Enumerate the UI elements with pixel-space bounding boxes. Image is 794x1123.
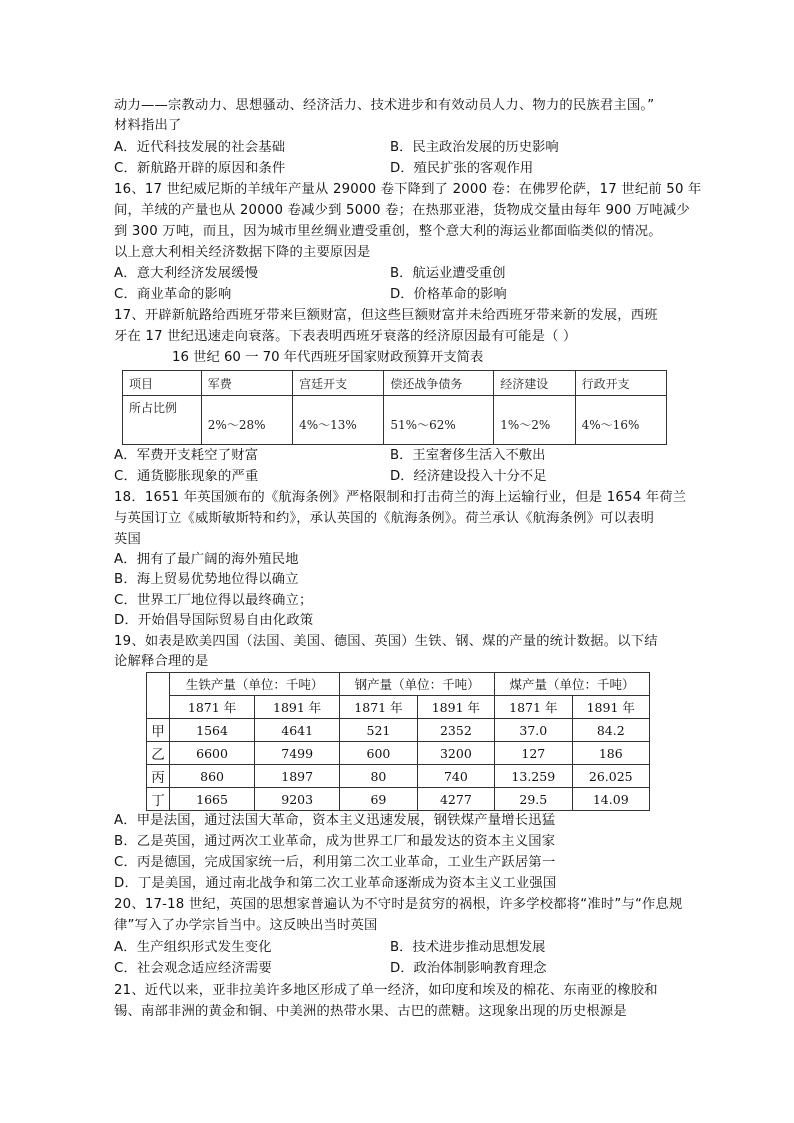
q19-option-a: A．甲是法国，通过法国大革命，资本主义迅速发展，钢铁煤产量增长迅猛 [114,813,556,828]
table-cell: 13.259 [495,765,572,788]
q16-text-line: 间，羊绒的产量也从 20000 卷减少到 5000 卷；在热那亚港，货物成交量由每年 900 万吨减少 [114,203,690,218]
table-cell: 4%～16% [575,396,666,445]
table-subheader-row [147,696,650,719]
q20-option-d: D．政治体制影响教育理念 [390,961,547,976]
table-row-label: 丁 [147,788,170,811]
q19-option-d: D．丁是美国，通过南北战争和第二次工业革命逐渐成为资本主义工业强国 [114,876,557,891]
table-header-cell: 项目 [123,371,202,396]
table-cell: 51%～62% [384,396,494,445]
q20-prompt: 律”写入了办学宗旨当中。这反映出当时英国 [114,918,378,933]
table-row-label: 乙 [147,742,170,765]
production-table [146,672,650,811]
q21-prompt: 锡、南部非洲的黄金和铜、中美洲的热带水果、古巴的蔗糖。这现象出现的历史根源是 [114,1004,627,1019]
table-row [147,788,650,811]
table-year-header: 1871 年 [170,696,255,719]
table-cell: 600 [340,742,417,765]
q16-option-d: D．价格革命的影响 [390,287,507,302]
q16-prompt: 以上意大利相关经济数据下降的主要原因是 [114,245,371,260]
q15-prompt: 材料指出了 [114,118,182,133]
table-cell: 740 [417,765,494,788]
table-cell: 1897 [255,765,340,788]
q17-option-a: A．军费开支耗空了财富 [114,448,259,463]
table-cell: 2%～28% [201,396,292,445]
q20-option-c: C．社会观念适应经济需要 [114,961,272,976]
q15-option-c: C．新航路开辟的原因和条件 [114,161,286,176]
q16-option-c: C．商业革命的影响 [114,287,232,302]
table-year-header: 1871 年 [495,696,572,719]
q20-option-a: A．生产组织形式发生变化 [114,940,272,955]
table-cell: 3200 [417,742,494,765]
table-cell: 69 [340,788,417,811]
table-group-header: 钢产量（单位：千吨） [340,673,495,696]
q17-prompt: 牙在 17 世纪迅速走向衰落。下表表明西班牙衰落的经济原因最有可能是（ ） [114,329,577,344]
q15-option-b: B．民主政治发展的历史影响 [390,140,559,155]
table-cell: 860 [170,765,255,788]
q19-text-line: 19、如表是欧美四国（法国、美国、德国、英国）生铁、钢、煤的产量的统计数据。以下结 [114,634,658,649]
table-cell: 4277 [417,788,494,811]
table-header-row [123,371,667,396]
table-row [147,765,650,788]
budget-table [122,370,667,445]
table-cell: 26.025 [572,765,649,788]
table-cell: 9203 [255,788,340,811]
q16-text-line: 到 300 万吨，而且，因为城市里丝绸业遭受重创，整个意大利的海运业都面临类似的情况。 [114,224,662,239]
q17-option-c: C．通货膨胀现象的严重 [114,469,259,484]
table-year-header: 1871 年 [340,696,417,719]
q15-option-d: D．殖民扩张的客观作用 [390,161,534,176]
q18-option-d: D．开始倡导国际贸易自由化政策 [114,613,314,628]
q19-option-b: B．乙是英国，通过两次工业革命，成为世界工厂和最发达的资本主义国家 [114,834,556,849]
table-cell: 1%～2% [494,396,575,445]
q17-option-d: D．经济建设投入十分不足 [390,469,547,484]
q20-text-line: 20、17-18 世纪，英国的思想家普遍认为不守时是贫穷的祸根，许多学校都将“准时”与“作息规 [114,897,683,912]
table-row-label: 甲 [147,719,170,742]
table-cell: 4%～13% [293,396,384,445]
q21-text-line: 21、近代以来，亚非拉美许多地区形成了单一经济，如印度和埃及的棉花、东南亚的橡胶和 [114,983,658,998]
table-cell: 1665 [170,788,255,811]
q19-prompt: 论解释合理的是 [114,654,209,669]
q15-option-a: A．近代科技发展的社会基础 [114,140,286,155]
table-cell: 521 [340,719,417,742]
table-cell: 37.0 [495,719,572,742]
table-cell: 2352 [417,719,494,742]
table-group-header: 生铁产量（单位：千吨） [170,673,340,696]
table-header-row [147,673,650,696]
q18-text-line: 18．1651 年英国颁布的《航海条例》严格限制和打击荷兰的海上运输行业，但是 1654 年荷兰 [114,490,687,505]
table-corner-cell [147,673,170,719]
table-year-header: 1891 年 [572,696,649,719]
table-cell: 84.2 [572,719,649,742]
table-cell: 1564 [170,719,255,742]
q18-option-c: C．世界工厂地位得以最终确立； [114,593,313,608]
table-cell: 6600 [170,742,255,765]
table-row [123,396,667,445]
q18-option-a: A．拥有了最广阔的海外殖民地 [114,552,299,567]
q16-option-a: A．意大利经济发展缓慢 [114,266,259,281]
table-cell: 186 [572,742,649,765]
table-row-label: 所占比例 [123,396,202,445]
table-cell: 4641 [255,719,340,742]
q17-text-line: 17、开辟新航路给西班牙带来巨额财富，但这些巨额财富并未给西班牙带来新的发展，西班 [114,308,658,323]
table-header-cell: 行政开支 [575,371,666,396]
table-row-label: 丙 [147,765,170,788]
table-cell: 7499 [255,742,340,765]
table-header-cell: 宫廷开支 [293,371,384,396]
table-header-cell: 经济建设 [494,371,575,396]
table-cell: 29.5 [495,788,572,811]
table-cell: 14.09 [572,788,649,811]
q16-option-b: B．航运业遭受重创 [390,266,506,281]
table-row [147,719,650,742]
q18-text-line: 与英国订立《威斯敏斯特和约》，承认英国的《航海条例》。荷兰承认《航海条例》可以表明 [114,511,655,526]
table-year-header: 1891 年 [417,696,494,719]
q19-option-c: C．丙是德国，完成国家统一后，利用第二次工业革命，工业生产跃居第一 [114,855,556,870]
table-year-header: 1891 年 [255,696,340,719]
q18-prompt: 英国 [114,532,141,547]
q20-option-b: B．技术进步推动思想发展 [390,940,546,955]
table-header-cell: 军费 [201,371,292,396]
q17-option-b: B．王室奢侈生活入不敷出 [390,448,546,463]
q18-option-b: B．海上贸易优势地位得以确立 [114,572,299,587]
table1-caption: 16 世纪 60 一 70 年代西班牙国家财政预算开支简表 [172,350,484,365]
table-header-cell: 偿还战争债务 [384,371,494,396]
q15-text-line: 动力——宗教动力、思想骚动、经济活力、技术进步和有效动员人力、物力的民族君主国。” [114,98,655,113]
q16-text-line: 16、17 世纪威尼斯的羊绒年产量从 29000 卷下降到了 2000 卷：在佛罗伦萨，17 世纪前 50 年 [114,182,702,197]
table-row [147,742,650,765]
table-cell: 127 [495,742,572,765]
table-group-header: 煤产量（单位：千吨） [495,673,650,696]
table-cell: 80 [340,765,417,788]
